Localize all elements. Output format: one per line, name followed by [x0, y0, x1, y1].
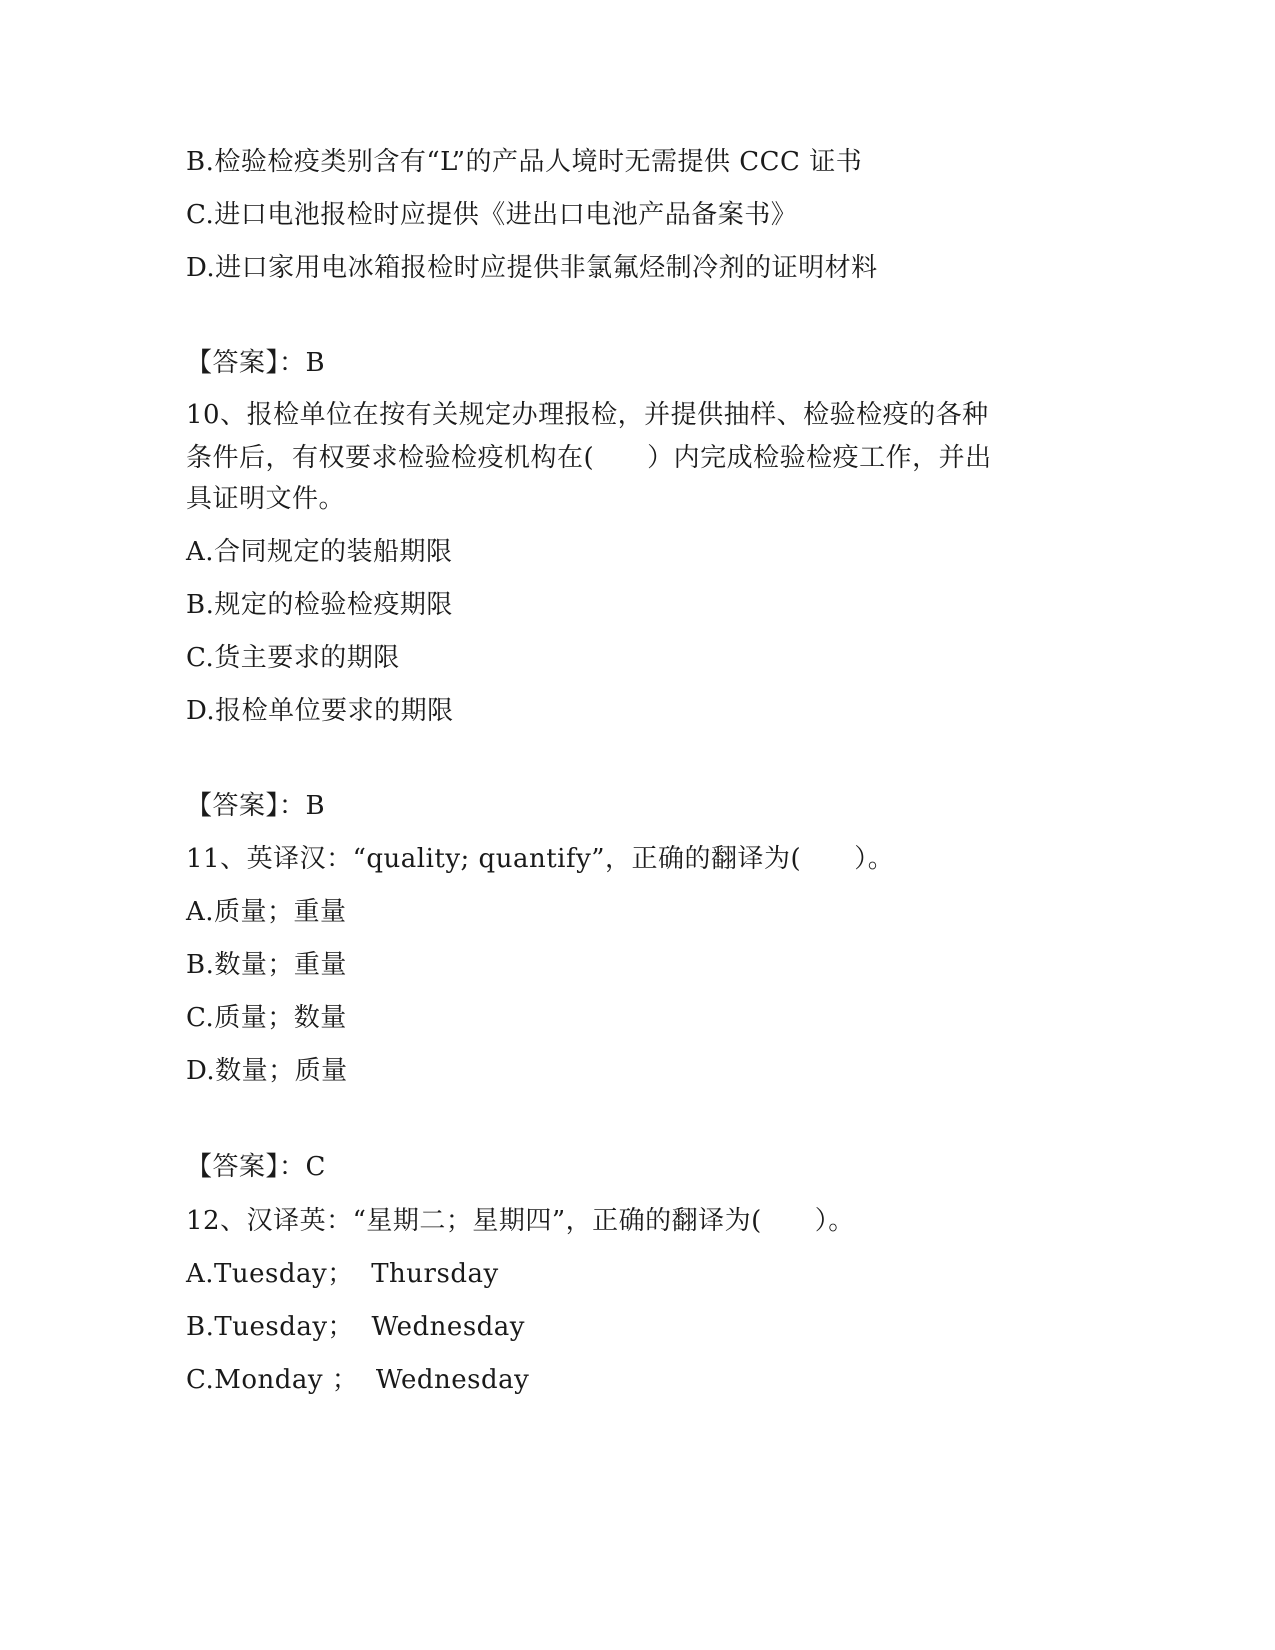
- q11-option-c: C.质量；数量: [186, 1003, 347, 1033]
- q12-option-b: B.Tuesday； Wednesday: [186, 1312, 525, 1342]
- q9-answer: 【答案】：B: [186, 348, 326, 378]
- q10-option-d: D.报检单位要求的期限: [186, 696, 454, 726]
- q11-option-b: B.数量；重量: [186, 950, 347, 980]
- q11-answer: 【答案】：C: [186, 1152, 326, 1182]
- q10-stem-line3: 具证明文件。: [186, 484, 346, 514]
- q10-option-c: C.货主要求的期限: [186, 643, 400, 673]
- q9-option-b: B.检验检疫类别含有“L”的产品人境时无需提供 CCC 证书: [186, 147, 863, 177]
- q11-option-d: D.数量；质量: [186, 1056, 348, 1086]
- q12-option-c: C.Monday ； Wednesday: [186, 1365, 530, 1395]
- q10-option-b: B.规定的检验检疫期限: [186, 590, 453, 620]
- q10-stem-line2: 条件后，有权要求检验检疫机构在( ）内完成检验检疫工作，并出: [186, 443, 992, 473]
- q10-answer: 【答案】：B: [186, 791, 326, 821]
- q9-option-c: C.进口电池报检时应提供《进出口电池产品备案书》: [186, 200, 798, 230]
- q10-option-a: A.合同规定的装船期限: [186, 537, 453, 567]
- q9-option-d: D.进口家用电冰箱报检时应提供非氯氟烃制冷剂的证明材料: [186, 253, 878, 283]
- q12-option-a: A.Tuesday； Thursday: [186, 1259, 499, 1289]
- q12-stem: 12、汉译英：“星期二；星期四”，正确的翻译为( ）。: [186, 1206, 855, 1236]
- q10-stem-line1: 10、报检单位在按有关规定办理报检，并提供抽样、检验检疫的各种: [186, 400, 989, 430]
- q11-option-a: A.质量；重量: [186, 897, 347, 927]
- q11-stem: 11、英译汉：“quality; quantify”，正确的翻译为( ）。: [186, 844, 895, 874]
